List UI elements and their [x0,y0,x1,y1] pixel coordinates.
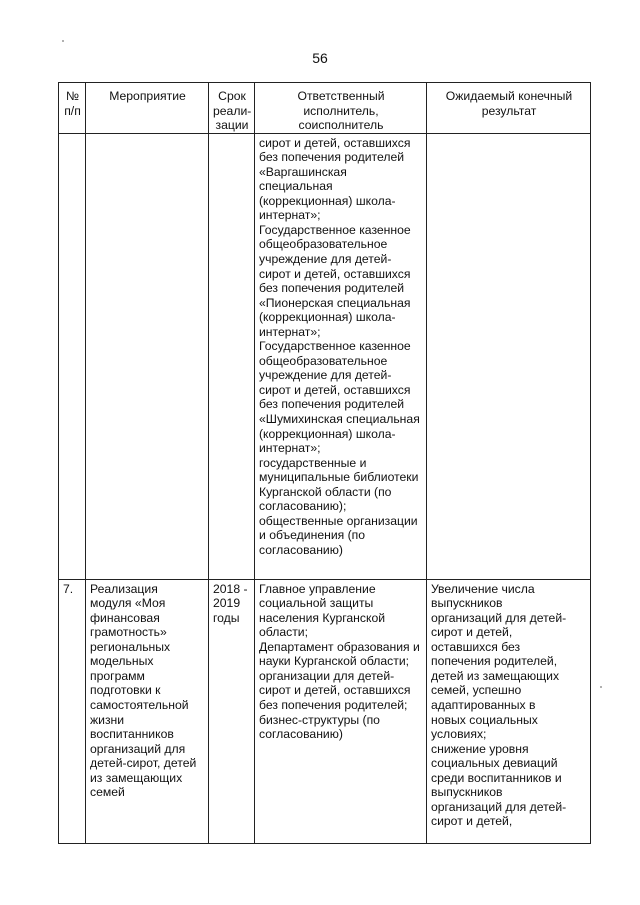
header-responsible: Ответственный исполнитель, соисполнитель [255,83,427,134]
header-term: Срок реали- зации [209,83,255,134]
continuation-responsible-cell: сирот и детей, оставшихся без попечения родителей «Варгашинская специальная (коррекционная) школа- интернат»; Государственное казенное общеобразовательное учреждение для детей- сирот и детей, оставшихся без попечения родителей «Пионерская специальная (коррекционная) школа- интернат»; Государственное казенное общеобразовательное учреждение для детей- сирот и детей, оставшихся без попечения родителей «Шумихинская специальная (коррекционная) школа- интернат»; государственные и муниципальные библиотеки Курганской области (по согласованию); общественные организации и объединения (по согласованию) [255,133,427,579]
header-result: Ожидаемый конечный результат [427,83,591,134]
page-number: 56 [312,50,328,66]
continuation-number-cell [59,133,86,579]
row-responsible-cell: Главное управление социальной защиты населения Курганской области; Департамент образования и науки Курганской области; организации для детей- сирот и детей, оставшихся без попечения родителей; бизнес-структуры (по согласованию) [255,579,427,843]
header-event: Мероприятие [86,83,209,134]
row-result-cell: Увеличение числа выпускников организаций для детей- сирот и детей, оставшихся без попечения родителей, детей из замещающих семей, успешно адаптированных в новых социальных условиях; снижение уровня социальных девиаций среди воспитанников и выпускников организаций для детей- сирот и детей, [427,579,591,843]
continuation-event-cell [86,133,209,579]
row-event-cell: Реализация модуля «Моя финансовая грамотность» региональных модельных программ подготовки к самостоятельной жизни воспитанников организаций для детей-сирот, детей из замещающих семей [86,579,209,843]
continuation-term-cell [209,133,255,579]
table-header-row [59,83,591,134]
continuation-result-cell [427,133,591,579]
scan-speck [600,686,602,688]
scan-speck [62,40,64,42]
table-row [59,579,591,843]
measures-table [58,82,591,844]
row-number-cell: 7. [59,579,86,843]
header-number: № п/п [59,83,86,134]
row-term-cell: 2018 - 2019 годы [209,579,255,843]
table-row [59,133,591,579]
